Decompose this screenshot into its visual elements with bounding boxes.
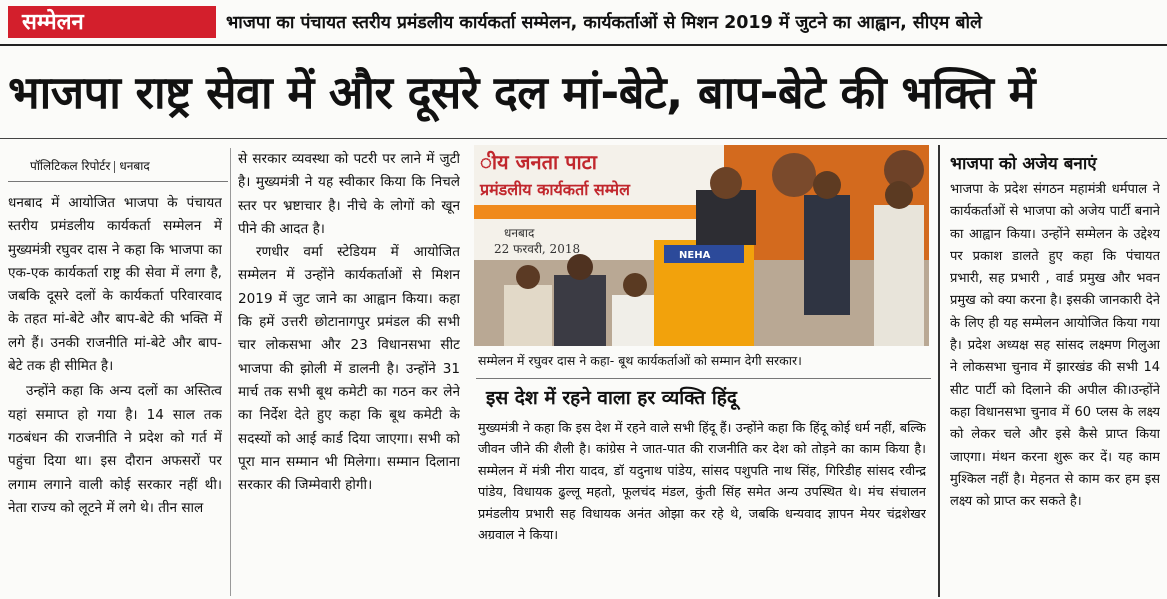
column-divider: [230, 148, 231, 596]
sidebar-body: [950, 179, 1160, 594]
article-column-1: [8, 192, 222, 592]
byline-reporter: पॉलिटिकल रिपोर्टर: [30, 159, 111, 173]
banner-stripe: [474, 205, 724, 219]
standing-person-head: [885, 181, 913, 209]
paragraph: धनबाद में आयोजित भाजपा के पंचायत स्तरीय प्रमंडलीय कार्यकर्ता सम्मेलन में मुख्यमंत्री रघुवर दास ने कहा कि भाजपा का एक-एक कार्यकर्ता राष्ट्र की सेवा में लगा है, जबकि दूसरे दलों के कार्यकर्ता परिवारवाद के तहत मां-बेटे और बाप-बेटे की भक्ति में लगे हैं। उनकी राजनीति मां-बेटे और बाप-बेटे तक ही सीमित है।: [8, 195, 222, 375]
paragraph: भाजपा के प्रदेश संगठन महामंत्री धर्मपाल ने कार्यकर्ताओं से भाजपा को अजेय पार्टी बनाने का आह्वान किया। उन्होंने सम्मेलन के उद्देश्य पर प्रकाश डालते हुए कहा कि पंचायत प्रभारी, सह प्रभारी , वार्ड प्रमुख और भवन प्रमुख को क्या करना है। इसकी जानकारी देने के लिए ही यह सम्मेलन आयोजित किया गया है। प्रदेश अध्यक्ष सह सांसद लक्ष्मण गिलुआ ने लोकसभा चुनाव में झारखंड की सभी 14 सीट पार्टी को दिलाने की अपील की।उन्होंने कहा विधानसभा चुनाव में 60 प्लस के लक्ष्य को लेकर चले और इसे कैसे प्राप्त किया जाएगा। मंथन करना शुरू कर दें। यह काम मुश्किल नहीं है। मेहनत से काम कर हम इस लक्ष्य को प्राप्त कर सकते है।: [950, 182, 1160, 510]
seated-person: [612, 295, 658, 346]
sidebar-title: भाजपा को अजेय बनाएं: [950, 154, 1097, 174]
byline-city: धनबाद: [119, 159, 150, 173]
banner-date: 22 फरवरी, 2018: [494, 242, 581, 256]
paragraph: मुख्यमंत्री ने कहा कि इस देश में रहने वाले सभी हिंदू हैं। उन्होंने कहा कि हिंदू कोई धर्म नहीं, बल्कि जीवन जीने की शैली है। कांग्रेस ने जात-पात की राजनीति कर देश को तोड़ने का काम किया है। सम्मेलन में मंत्री नीरा यादव, डॉ यदुनाथ पांडेय, सांसद पशुपति नाथ सिंह, गिरिडीह सांसद रवीन्द्र पांडेय, विधायक ढुल्लू महतो, फूलचंद मंडल, कुंती सिंह समेत अन्य उपस्थित थे। मंच संचालन प्रमंडलीय प्रभारी सह विधायक अनंत ओझा कर रहे थे, जबकि धन्यवाद ज्ञापन मेयर चंद्रशेखर अग्रवाल ने किया।: [478, 421, 926, 544]
byline: [30, 156, 230, 176]
seated-person-head: [623, 273, 647, 297]
banner-city: धनबाद: [504, 226, 535, 240]
standing-person: [874, 205, 924, 346]
podium-label: NEHA: [679, 250, 711, 261]
seated-person-head: [516, 265, 540, 289]
paragraph: से सरकार व्यवस्था को पटरी पर लाने में जुटी है। मुख्यमंत्री ने यह स्वीकार किया कि निचले स्तर पर भ्रष्टाचार है। नीचे के लोगों को खून पीने की आदत है।: [238, 151, 460, 237]
standing-person-head: [813, 171, 841, 199]
top-strip: [0, 0, 1167, 42]
seated-person-head: [567, 254, 593, 280]
sidebar-story: [938, 145, 1167, 597]
photo-caption: सम्मेलन में रघुवर दास ने कहा- बूथ कार्यकर्ताओं को सम्मान देगी सरकार।: [478, 353, 802, 368]
event-photo-graphic: [474, 145, 929, 346]
banner-text: ीय जनता पाटा: [480, 150, 597, 174]
byline-separator: [114, 161, 115, 173]
banner-text: प्रमंडलीय कार्यकर्ता सम्मेल: [480, 180, 630, 199]
event-photo: [474, 145, 929, 346]
portrait: [772, 153, 816, 197]
speaker-head: [710, 167, 742, 199]
article-column-2: [238, 148, 460, 593]
paragraph: रणधीर वर्मा स्टेडियम में आयोजित सम्मेलन में उन्होंने कार्यकर्ताओं से मिशन 2019 में जुट जाने का आह्वान किया। कहा कि हमें उत्तरी छोटानागपुर प्रमंडल की सभी चार लोकसभा और 23 विधानसभा सीट भाजपा की झोली में डालनी है। उन्होंने 31 मार्च तक सभी बूथ कमेटी का गठन कर लेने का निर्देश देते हुए कहा कि बूथ कमेटी के सदस्यों को आई कार्ड दिया जाएगा। सभी को पूरा मान सम्मान भी मिलेगा। सम्मान दिलाना सरकार की जिम्मेवारी होगी।: [238, 244, 460, 494]
section-tag: सम्मेलन: [8, 6, 216, 38]
box-title: इस देश में रहने वाला हर व्यक्ति हिंदू: [476, 378, 931, 416]
box-body: [478, 418, 926, 596]
divider-top: [0, 44, 1167, 46]
seated-person: [504, 285, 552, 346]
headline: भाजपा राष्ट्र सेवा में और दूसरे दल मां-बेटे, बाप-बेटे की भक्ति में: [8, 66, 1035, 119]
divider-headline: [0, 138, 1167, 139]
seated-person: [554, 275, 606, 346]
standing-person: [804, 195, 850, 315]
kicker-line: भाजपा का पंचायत स्तरीय प्रमंडलीय कार्यकर्ता सम्मेलन, कार्यकर्ताओं से मिशन 2019 में जुटने का आह्वान, सीएम बोले: [226, 13, 982, 33]
paragraph: उन्होंने कहा कि अन्य दलों का अस्तित्व यहां समाप्त हो गया है। 14 साल तक गठबंधन की राजनीति ने प्रदेश को गर्त में पहुंचा दिया था। इस दौरान अफसरों पर लगाम लगाने वाली कोई सरकार नहीं थी। नेता राज्य को लूटने में लगे थे। तीन साल: [8, 383, 222, 516]
divider-byline: [8, 181, 228, 182]
